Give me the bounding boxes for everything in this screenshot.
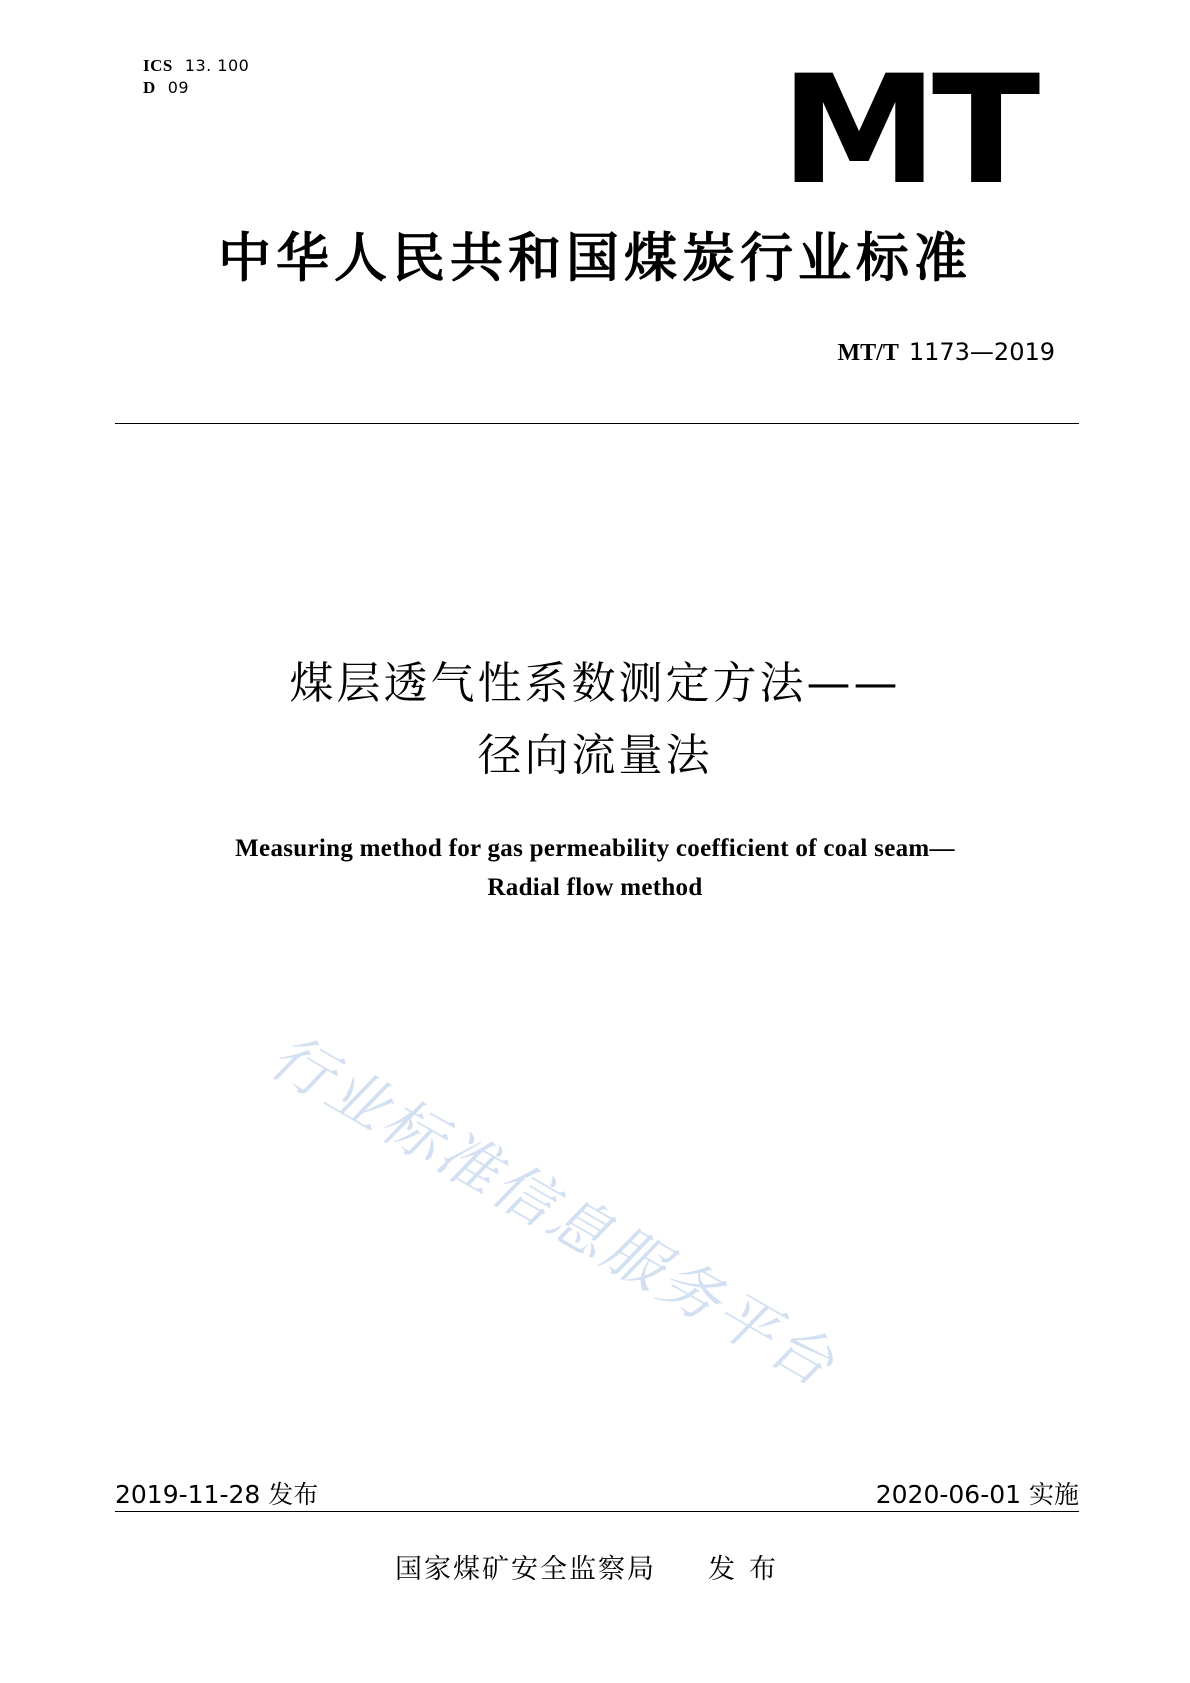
english-title-line-1: Measuring method for gas permeability coefficient of coal seam—	[235, 835, 955, 862]
watermark-text: 行业标准信息服务平台	[258, 1021, 848, 1402]
header-divider	[115, 423, 1079, 424]
standard-number	[838, 338, 1056, 367]
footer-divider	[115, 1511, 1079, 1512]
ics-label: ICS	[143, 56, 173, 75]
ics-code	[143, 56, 249, 76]
issue-date: 2019-11-28 发布	[115, 1480, 319, 1509]
standard-number-code: 1173—2019	[908, 338, 1055, 366]
ccs-value: 09	[167, 78, 190, 97]
english-title-line-2: Radial flow method	[487, 874, 703, 901]
standard-number-prefix: MT/T	[837, 340, 899, 366]
publisher	[395, 1547, 790, 1586]
standard-category-title: 中华人民共和国煤炭行业标准	[218, 228, 972, 289]
ccs-label: D	[143, 78, 156, 97]
ics-value: 13. 100	[184, 56, 250, 75]
ccs-code	[143, 78, 189, 98]
publisher-name: 国家煤矿安全监察局	[395, 1554, 656, 1585]
mt-logo: MT	[780, 44, 1034, 218]
publisher-action: 发布	[708, 1554, 790, 1585]
chinese-title-line-1: 煤层透气性系数测定方法——	[289, 658, 901, 709]
chinese-title-line-2: 径向流量法	[477, 730, 713, 781]
effective-date: 2020-06-01 实施	[875, 1480, 1079, 1509]
